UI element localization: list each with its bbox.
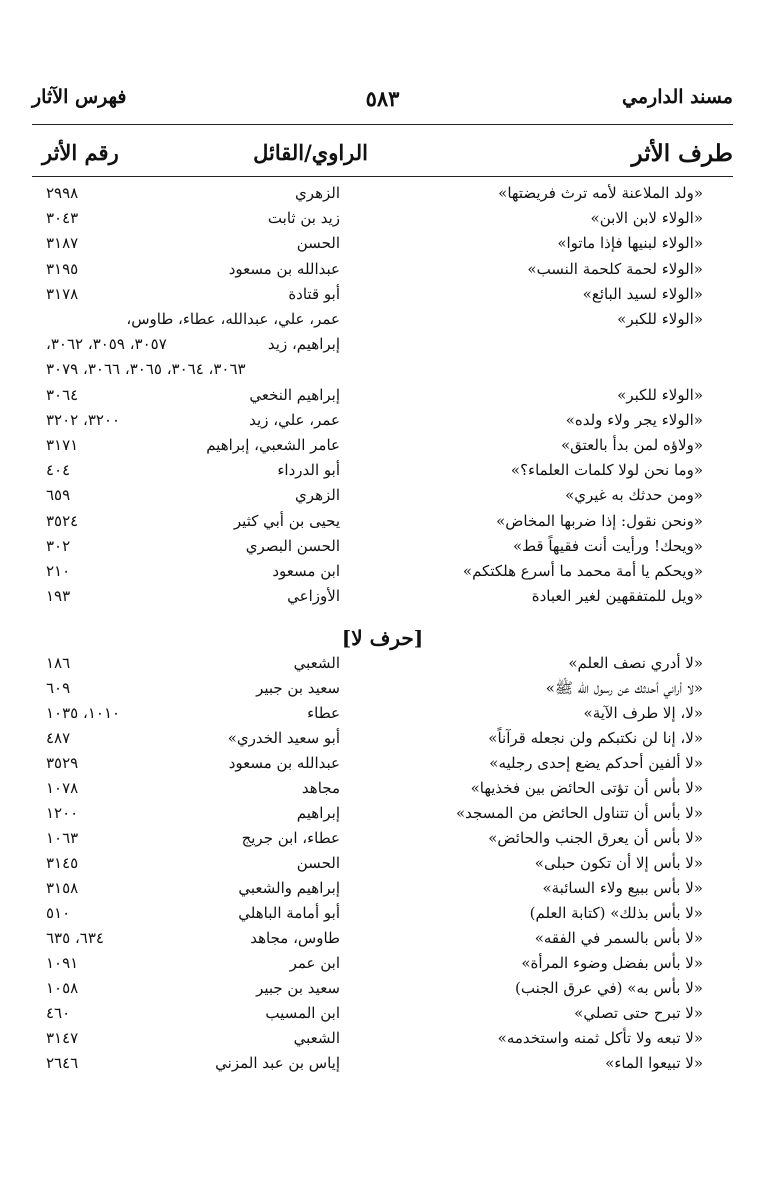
athar-text: «وما نحن لولا كلمات العلماء؟» <box>510 461 703 480</box>
index-row <box>0 927 765 953</box>
index-row <box>0 484 765 510</box>
narrator-name: الشعبي <box>293 654 340 672</box>
athar-number: ٦٥٩ <box>46 486 71 505</box>
athar-number: ١٠٦٣ <box>46 829 79 847</box>
narrator-name: طاوس، مجاهد <box>250 929 340 947</box>
athar-number: ٣٥٢٩ <box>46 754 79 772</box>
index-row <box>0 585 765 611</box>
athar-text: «الولاء لسيد البائع» <box>582 284 703 303</box>
index-row <box>0 1027 765 1053</box>
athar-text: «لا بأس إلا أن تكون حبلى» <box>534 854 703 872</box>
narrator-name: الزهري <box>295 184 340 202</box>
athar-text: «ومن حدثك به غيري» <box>565 486 703 505</box>
column-headers <box>32 140 733 172</box>
athar-number: ٣٠٢ <box>46 536 71 555</box>
index-row <box>0 702 765 728</box>
athar-number: ٣٠٦٤ <box>46 385 79 404</box>
athar-number: ١٢٠٠ <box>46 804 79 822</box>
athar-number: ٤٨٧ <box>46 729 71 747</box>
athar-number: ١٠١٠، ١٠٣٥ <box>46 704 121 722</box>
athar-text: «الولاء للكبر» <box>617 385 703 404</box>
page-number: ٥٨٣ <box>365 86 400 111</box>
narrator-name: سعيد بن جبير <box>256 679 340 697</box>
column-divider <box>32 176 733 177</box>
athar-text: «لا بأس أن يعرق الجنب والحائض» <box>488 829 703 847</box>
index-row <box>0 677 765 703</box>
athar-number: ٣١٩٥ <box>46 259 79 278</box>
index-row <box>0 434 765 460</box>
index-row <box>0 207 765 233</box>
athar-number: ٣٠٦٣، ٣٠٦٤، ٣٠٦٥، ٣٠٦٦، ٣٠٧٩ <box>46 360 246 379</box>
narrator-name: الأوزاعي <box>287 587 340 606</box>
index-row <box>0 459 765 485</box>
athar-text: «الولاء لحمة كلحمة النسب» <box>527 259 703 278</box>
athar-number: ٣١٧١ <box>46 436 79 454</box>
athar-text: «لا، إنا لن نكتبكم ولن نجعله قرآناً» <box>488 729 703 747</box>
column-header-number: رقم الأثر <box>42 140 119 165</box>
index-row <box>0 409 765 435</box>
athar-text: «لا بأس به» (في عرق الجنب) <box>515 979 703 997</box>
athar-number: ٣٠٥٧، ٣٠٥٩، ٣٠٦٢، <box>46 335 167 354</box>
index-title: فهرس الآثار <box>32 86 127 108</box>
athar-text: «لا تبعه ولا تأكل ثمنه واستخدمه» <box>497 1029 703 1047</box>
athar-text: «لا بأس بالسمر في الفقه» <box>534 929 703 947</box>
narrator-name: عمر، علي، زيد <box>249 410 340 429</box>
narrator-name: عبدالله بن مسعود <box>228 259 340 278</box>
index-row <box>0 902 765 928</box>
index-row <box>0 358 765 384</box>
narrator-name: يحيى بن أبي كثير <box>233 511 340 530</box>
narrator-name: الحسن البصري <box>245 536 340 555</box>
athar-number: ٢٩٩٨ <box>46 184 79 202</box>
narrator-name: عامر الشعبي، إبراهيم <box>206 436 340 454</box>
index-row <box>0 827 765 853</box>
narrator-name: سعيد بن جبير <box>256 979 340 997</box>
athar-text: «لا بأس أن تؤتى الحائض بين فخذيها» <box>470 779 703 797</box>
athar-number: ٥١٠ <box>46 904 71 922</box>
athar-number: ٣٠٤٣ <box>46 209 79 228</box>
index-row <box>0 308 765 334</box>
narrator-name: الزهري <box>295 486 340 505</box>
index-row <box>0 333 765 359</box>
athar-number: ٦٣٤، ٦٣٥ <box>46 929 104 947</box>
athar-number: ٢١٠ <box>46 562 71 580</box>
athar-text: «لا بأس بفضل وضوء المرأة» <box>521 954 703 972</box>
athar-number: ١٨٦ <box>46 654 71 672</box>
athar-text: «ويحك! ورأيت أنت فقيهاً قط» <box>512 536 703 555</box>
index-row <box>0 727 765 753</box>
narrator-name: أبو سعيد الخدري» <box>227 729 340 747</box>
athar-text: «لا بأس ببيع ولاء السائبة» <box>542 879 703 897</box>
athar-text: «الولاء لابن الابن» <box>590 209 703 228</box>
athar-number: ٤٠٤ <box>46 461 71 480</box>
athar-number: ٣١٤٧ <box>46 1029 79 1047</box>
athar-text: «ونحن نقول: إذا ضربها المخاض» <box>496 511 703 530</box>
narrator-name: الحسن <box>296 854 340 872</box>
narrator-name: ابن عمر <box>289 954 340 972</box>
index-row <box>0 852 765 878</box>
narrator-name: مجاهد <box>301 779 340 797</box>
index-row <box>0 752 765 778</box>
index-row <box>0 1002 765 1028</box>
narrator-name: زيد بن ثابت <box>267 209 340 228</box>
athar-text: «لا بأس أن تتناول الحائض من المسجد» <box>455 804 703 822</box>
index-row <box>0 1052 765 1078</box>
narrator-name: عمر، علي، عبدالله، عطاء، طاوس، <box>126 310 340 328</box>
athar-number: ٦٠٩ <box>46 679 71 697</box>
athar-number: ٣١٥٨ <box>46 879 79 897</box>
index-row <box>0 232 765 258</box>
column-header-athar: طرف الأثر <box>631 140 733 167</box>
index-row <box>0 777 765 803</box>
narrator-name: إبراهيم والشعبي <box>238 879 340 897</box>
athar-text: «لا ألفين أحدكم يضع إحدى رجليه» <box>489 754 703 772</box>
narrator-name: أبو أمامة الباهلي <box>238 904 340 922</box>
athar-text: «ويحكم يا أمة محمد ما أسرع هلكتكم» <box>462 562 703 580</box>
athar-text: «الولاء لبنيها فإذا ماتوا» <box>557 234 703 253</box>
athar-number: ٣١٨٧ <box>46 234 79 253</box>
index-row <box>0 535 765 561</box>
narrator-name: إبراهيم <box>296 804 340 822</box>
athar-number: ١٩٣ <box>46 587 71 606</box>
column-header-narrator: الراوي/القائل <box>253 140 368 165</box>
athar-number: ١٠٩١ <box>46 954 79 972</box>
narrator-name: أبو قتادة <box>288 284 340 303</box>
narrator-name: عطاء <box>307 704 340 722</box>
athar-text: «الولاء يجر ولاء ولده» <box>565 410 703 429</box>
index-row <box>0 258 765 284</box>
narrator-name: الشعبي <box>293 1029 340 1047</box>
index-row <box>0 877 765 903</box>
index-row <box>0 652 765 678</box>
section-title: [حرف لا] <box>341 626 424 650</box>
athar-text: «الولاء للكبر» <box>617 310 703 328</box>
athar-text: «لا أراني أحدثك عن رسول الله ﷺ» <box>545 679 703 697</box>
athar-number: ٤٦٠ <box>46 1004 71 1022</box>
index-row <box>0 560 765 586</box>
narrator-name: إبراهيم، زيد <box>267 335 340 354</box>
athar-number: ٣٥٢٤ <box>46 511 79 530</box>
index-row <box>0 384 765 410</box>
narrator-name: ابن مسعود <box>272 562 340 580</box>
narrator-name: إبراهيم النخعي <box>249 385 340 404</box>
athar-text: «ويل للمتفقهين لغير العبادة <box>531 587 703 606</box>
narrator-name: الحسن <box>296 234 340 253</box>
athar-text: «لا بأس بذلك» (كتابة العلم) <box>529 904 703 922</box>
header-divider <box>32 124 733 125</box>
athar-text: «لا أدري نصف العلم» <box>568 654 703 672</box>
index-row <box>0 802 765 828</box>
narrator-name: عطاء، ابن جريج <box>241 829 340 847</box>
athar-text: «لا، إلا طرف الآية» <box>583 704 703 722</box>
athar-number: ٣١٤٥ <box>46 854 79 872</box>
index-row <box>0 182 765 208</box>
athar-number: ٢٦٤٦ <box>46 1054 79 1072</box>
book-title: مسند الدارمي <box>622 86 733 108</box>
athar-number: ١٠٧٨ <box>46 779 79 797</box>
narrator-name: أبو الدرداء <box>277 461 340 480</box>
narrator-name: ابن المسيب <box>265 1004 340 1022</box>
athar-number: ٣٢٠٠، ٣٢٠٢ <box>46 410 121 429</box>
athar-text: «ولاؤه لمن بدأ بالعتق» <box>560 436 703 454</box>
athar-text: «لا تبرح حتى تصلي» <box>574 1004 703 1022</box>
index-row <box>0 510 765 536</box>
running-header <box>32 86 733 118</box>
index-row <box>0 952 765 978</box>
athar-number: ١٠٥٨ <box>46 979 79 997</box>
narrator-name: عبدالله بن مسعود <box>228 754 340 772</box>
athar-text: «لا تبيعوا الماء» <box>605 1054 703 1072</box>
index-row <box>0 977 765 1003</box>
index-row <box>0 283 765 309</box>
narrator-name: إياس بن عبد المزني <box>215 1054 340 1072</box>
athar-text: «ولد الملاعنة لأمه ترث فريضتها» <box>498 184 703 202</box>
athar-number: ٣١٧٨ <box>46 284 79 303</box>
